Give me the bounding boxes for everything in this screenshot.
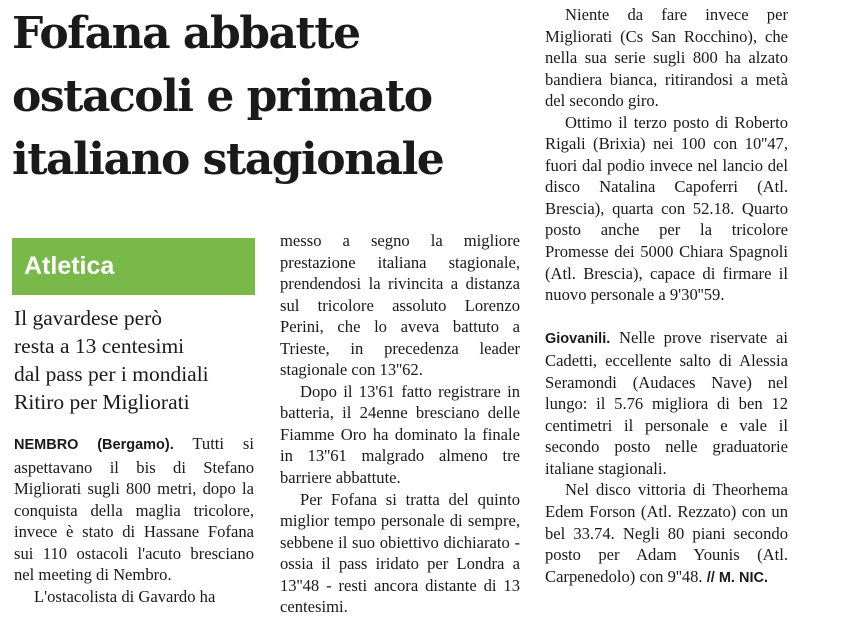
giovanili-paragraph [545,327,788,480]
article-column-3 [545,4,788,589]
paragraph-2-start: L'ostacolista di Gavardo ha [34,586,216,606]
paragraph-3: Dopo il 13'61 fatto registrare in batteria, il 24enne bresciano delle Fiamme Oro ha dominato la finale in 13''61 malgrado almeno tre barriere abbattute. [280,381,520,488]
section-label-giovanili: Giovanili. [545,330,611,347]
lead-paragraph [14,433,254,586]
section-kicker: Atletica [12,238,255,295]
paragraph-6: Ottimo il terzo posto di Roberto Rigali (Brixia) nei 100 con 10''47, fuori dal podio invece nel lancio del disco Natalina Capoferri (Atl. Brescia), quarta con 52.18. Quarto posto anche per la tricolore Promesse dei 5000 Chiara Spagnoli (Atl. Brescia), capace di firmare il nuovo personale a 9'30''59. [545,112,788,305]
paragraph-7-text: Nelle prove riservate ai Cadetti, eccellente salto di Alessia Seramondi (Audaces Nave) nel lungo: il 5.76 migliora di ben 12 centimetri il personale e vale il secondo posto nelle graduatorie italiane stagionali. [545,327,788,478]
article-column-2 [280,230,520,618]
subheadline: Il gavardese però resta a 13 centesimi dal pass per i mondiali Ritiro per Migliorati [14,306,209,414]
paragraph-8-text: Nel disco vittoria di Theorhema Edem Forson (Atl. Rezzato) con un bel 33.74. Negli 80 piani secondo posto per Adam Younis (Atl. Carpenedolo) con 9''48. [545,480,788,586]
paragraph-2-continued: messo a segno la migliore prestazione italiana stagionale, prendendosi la rivincita a distanza sul tricolore assoluto Lorenzo Perini, che lo aveva battuto a Trieste, in precedenza leader stagionale con 13''62. [280,231,520,380]
final-paragraph [545,479,788,589]
dateline: NEMBRO (Bergamo). [14,437,174,453]
headline: Fofana abbatte ostacoli e primato italiano stagionale [12,8,444,185]
paragraph-1-text: Tutti si aspettavano il bis di Stefano Migliorati sugli 800 metri, dopo la conquista della maglia tricolore, invece è stato di Hassane Fofana sui 110 ostacoli l'acuto bresciano nel meeting di Nembro. [14,434,254,585]
paragraph-4: Per Fofana si tratta del quinto miglior tempo personale di sempre, sebbene il suo obiettivo dichiarato - ossia il pass iridato per Londra a 13''48 - resti ancora distante di 13 centesimi. [280,489,520,617]
article-column-1 [14,433,254,607]
byline: // M. NIC. [706,569,768,586]
paragraph-5: Niente da fare invece per Migliorati (Cs San Rocchino), che nella sua serie sugli 800 ha alzato bandiera bianca, ritirandosi a metà del secondo giro. [545,5,788,111]
